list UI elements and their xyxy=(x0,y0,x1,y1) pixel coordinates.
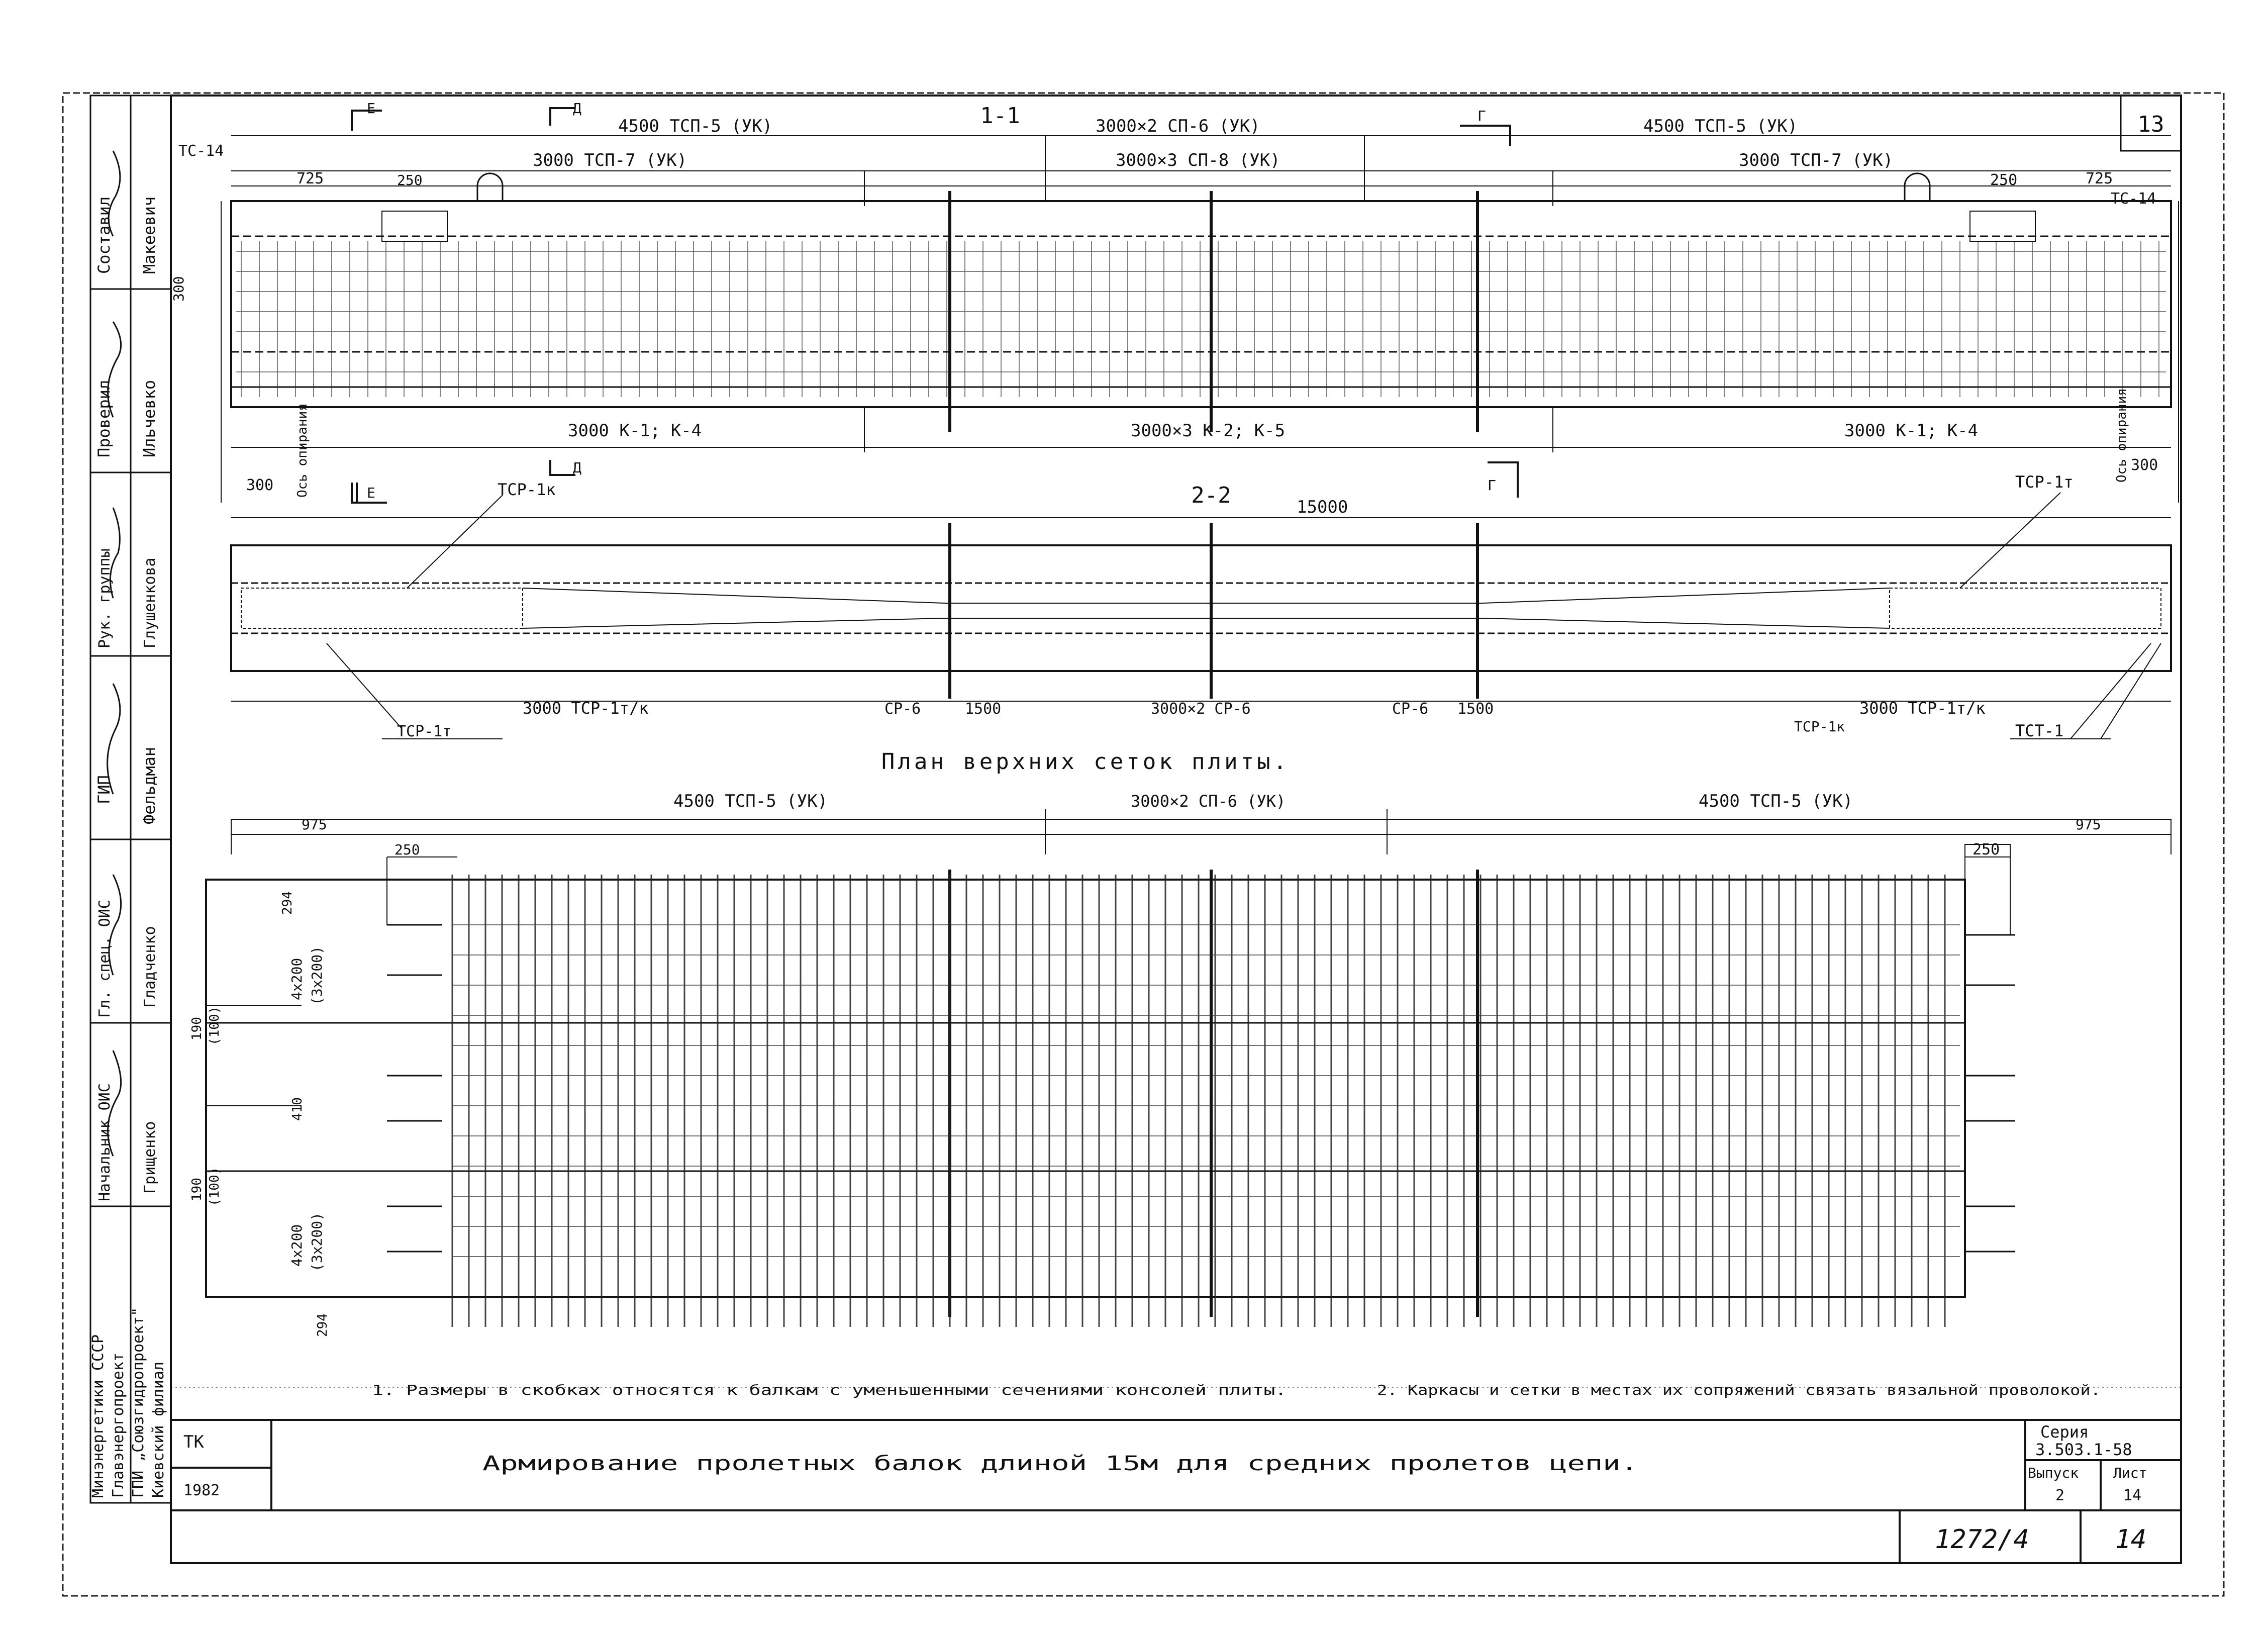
sig-name-2: Глушенкова xyxy=(141,557,159,648)
label-tsp5-right: 4500 ТСП-5 (УК) xyxy=(1643,116,1798,136)
plan-dim-3x200-top: (3x200) xyxy=(309,945,325,1005)
label-tsp5-left: 4500 ТСП-5 (УК) xyxy=(618,116,773,136)
label-support-axis-right: Ось опирания xyxy=(2114,388,2129,483)
plan-dim-100-bottom: (100) xyxy=(207,1167,222,1206)
org-line-2: Главэнергопроект xyxy=(110,1353,127,1498)
section-1-1-title: 1-1 xyxy=(980,103,1020,129)
label-k2k5: 3000×3 К-2; К-5 xyxy=(1131,421,1286,441)
plan-dim-294-top: 294 xyxy=(280,891,295,915)
org-line-4: Киевский филиал xyxy=(150,1362,167,1498)
sig-name-4: Гладченко xyxy=(141,926,159,1008)
label-k1k4-left: 3000 К-1; К-4 xyxy=(568,421,702,441)
plan-dimension-lines xyxy=(206,809,2171,1297)
label-tsp7-left: 3000 ТСП-7 (УК) xyxy=(533,150,687,170)
label-tcr1t-top: ТСР-1т xyxy=(2015,472,2074,492)
plan-label-tsp5-right: 4500 ТСП-5 (УК) xyxy=(1699,791,1853,811)
plan-rebar-grid xyxy=(452,875,1960,1327)
sheet-value: 14 xyxy=(2123,1487,2142,1504)
dim-250-left: 250 xyxy=(397,172,423,188)
section-1-1-rebar-grid xyxy=(236,241,2166,397)
label-support-axis-left: Ось опирания xyxy=(295,403,310,498)
dim-725-right: 725 xyxy=(2086,170,2113,187)
label-sp6-top: 3000×2 СП-6 (УК) xyxy=(1096,116,1260,136)
series-value: 3.503.1-58 xyxy=(2035,1440,2132,1459)
plan-dim-4x200-bottom: 4x200 xyxy=(288,1224,305,1267)
sheet-number-top: 13 xyxy=(2137,112,2164,137)
sig-role-1: Проверил xyxy=(94,379,114,457)
sig-name-3: Фельдман xyxy=(140,746,159,824)
cut-d-bottom: Д xyxy=(573,459,581,476)
series-label: Серия xyxy=(2040,1422,2089,1442)
title-block-year: 1982 xyxy=(183,1482,220,1499)
archive-number: 1272/4 xyxy=(1935,1524,2029,1555)
label-tcr1k-top: ТСР-1к xyxy=(498,480,556,499)
plan-dim-4x200-top: 4x200 xyxy=(288,958,305,1000)
label-k1k4-right: 3000 К-1; К-4 xyxy=(1844,421,1979,441)
plan-dim-975-left: 975 xyxy=(302,816,327,833)
dim-725-left: 725 xyxy=(297,170,324,187)
plan-dim-410: 410 xyxy=(290,1097,305,1121)
sig-role-2: Рук. группы xyxy=(96,548,114,648)
dim-300-left: 300 xyxy=(246,476,274,494)
sig-role-4: Гл. спец. ОИС xyxy=(96,900,114,1018)
plan-dim-975-right: 975 xyxy=(2076,816,2101,833)
dim-1500-left: 1500 xyxy=(965,700,1002,718)
label-cp6-right: СР-6 xyxy=(1392,700,1429,718)
label-tct1: ТСТ-1 xyxy=(2015,721,2064,740)
cut-e-top: Е xyxy=(367,100,375,117)
dim-1500-right: 1500 xyxy=(1457,700,1494,718)
sig-name-1: Ильчевко xyxy=(140,379,159,457)
cut-e-2-2: Е xyxy=(367,485,375,501)
sig-role-5: Начальник ОИС xyxy=(96,1083,114,1201)
note-2: 2. Каркасы и сетки в местах их сопряжений связать вязальной проволокой. xyxy=(1377,1382,2101,1398)
sheet-label: Лист xyxy=(2113,1465,2147,1481)
cut-g-2-2: Г xyxy=(1488,477,1496,494)
cut-d-top: Д xyxy=(573,100,581,117)
plan-dim-3x200-bottom: (3x200) xyxy=(309,1212,325,1272)
label-cp6-left: СР-6 xyxy=(884,700,921,718)
label-sp8: 3000×3 СП-8 (УК) xyxy=(1116,150,1280,170)
label-3000-tcr-left: 3000 ТСР-1т/к xyxy=(523,699,649,718)
plan-dim-100-top: (100) xyxy=(207,1006,222,1045)
issue-label: Выпуск xyxy=(2028,1465,2079,1481)
dim-250-right: 250 xyxy=(1990,171,2018,189)
drawing-title: Армирование пролетных балок длиной 15м для средних пролетов цепи. xyxy=(482,1452,1638,1475)
label-tcr1t-bottom: ТСР-1т xyxy=(397,723,452,740)
outer-frame xyxy=(63,93,2224,1596)
sig-role-0: Составил xyxy=(94,196,114,274)
section-1-1-cut-marks xyxy=(352,108,1518,503)
plan-dim-250-right: 250 xyxy=(1973,841,2000,858)
section-2-2-title: 2-2 xyxy=(1191,483,1231,508)
label-tcr1k-bottom: ТСР-1к xyxy=(1794,718,1845,735)
plan-label-tsp5-left: 4500 ТСП-5 (УК) xyxy=(673,791,828,811)
title-block-tk: ТК xyxy=(183,1432,204,1452)
inner-frame xyxy=(171,95,2181,1563)
note-1: 1. Размеры в скобках относятся к балкам с уменьшенными сечениями консолей плиты. xyxy=(372,1382,1287,1398)
sheet-number-bottom: 14 xyxy=(2115,1524,2147,1555)
sig-name-5: Грищенко xyxy=(141,1121,159,1194)
plan-dim-190-top: 190 xyxy=(189,1017,205,1040)
dim-300-right: 300 xyxy=(2131,456,2158,474)
cut-g-top: Г xyxy=(1477,108,1486,124)
org-line-1: Минэнергетики СССР xyxy=(89,1334,107,1498)
label-tsp7-right: 3000 ТСП-7 (УК) xyxy=(1739,150,1894,170)
label-3000-tcr-right: 3000 ТСР-1т/к xyxy=(1859,699,1986,718)
plan-label-sp6: 3000×2 СП-6 (УК) xyxy=(1131,792,1286,811)
sig-role-3: ГИП xyxy=(94,775,114,804)
plan-dim-190-bottom: 190 xyxy=(189,1178,205,1201)
dim-15000: 15000 xyxy=(1297,497,1348,517)
label-3000x2-cp6: 3000×2 СР-6 xyxy=(1151,700,1251,718)
title-block-frame xyxy=(171,1420,2181,1563)
issue-value: 2 xyxy=(2055,1487,2065,1504)
dim-300-vertical: 300 xyxy=(170,276,187,302)
org-line-3: ГПИ „Союзгидропроект" xyxy=(130,1307,147,1498)
plan-dim-294-bottom: 294 xyxy=(315,1313,330,1337)
plan-dim-250-left: 250 xyxy=(395,841,420,858)
label-tc14-right: ТС-14 xyxy=(2111,190,2156,208)
plan-slab xyxy=(206,870,2015,1317)
sig-name-0: Макеевич xyxy=(140,196,159,274)
label-tc14-left: ТС-14 xyxy=(178,142,224,160)
plan-title: План верхних сеток плиты. xyxy=(881,749,1290,775)
